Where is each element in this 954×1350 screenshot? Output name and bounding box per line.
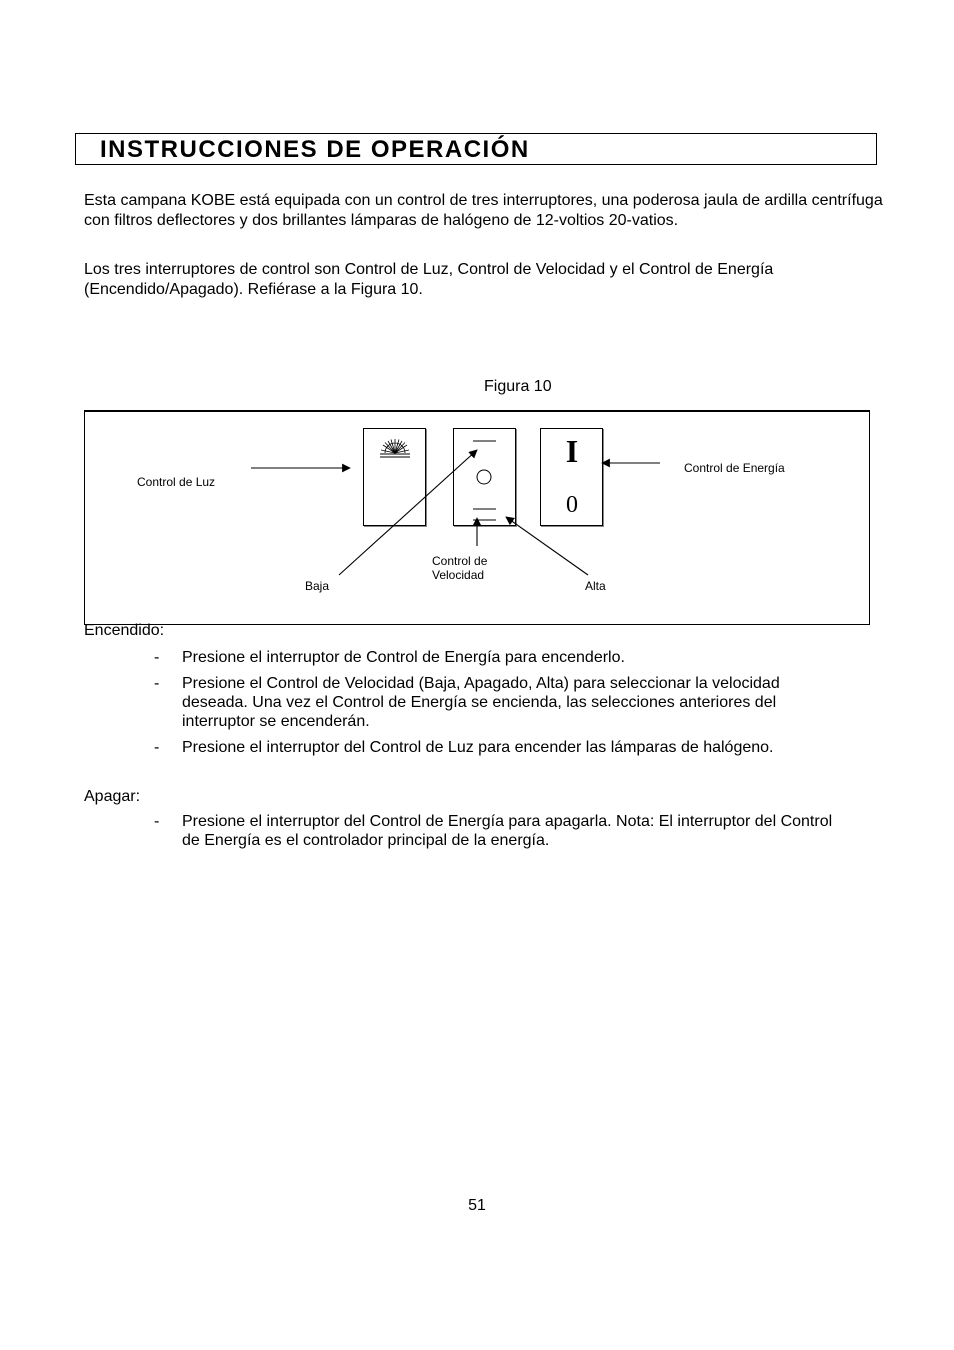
power-off-symbol: 0 — [566, 492, 578, 518]
on-section-heading: Encendido: — [84, 622, 165, 639]
high-label: Alta — [585, 579, 606, 593]
bullet-marker: - — [154, 813, 160, 830]
light-control-label: Control de Luz — [137, 475, 216, 489]
page-number: 51 — [468, 1197, 486, 1214]
list-item-text: Presione el interruptor del Control de Energía para apagarla. Nota: El interruptor del Control de Energía es el controlador principal de la energía. — [182, 813, 833, 849]
intro-paragraph: Esta campana KOBE está equipada con un control de tres interruptores, una poderosa jaula de ardilla centrífuga con filtros deflectores y dos brillantes lámparas de halógeno de 12-voltios 20-vatios. — [84, 192, 883, 229]
bullet-marker: - — [154, 649, 160, 666]
list-item — [154, 812, 844, 852]
list-item — [154, 738, 844, 758]
controls-paragraph: Los tres interruptores de control son Control de Luz, Control de Velocidad y el Control de Energía (Encendido/Apagado). Refiérase a la Figura 10. — [84, 261, 774, 298]
high-arrow — [506, 517, 588, 575]
list-item-text: Presione el Control de Velocidad (Baja, Apagado, Alta) para seleccionar la velocidad deseada. Una vez el Control de Energía se encienda, las selecciones anteriores del interruptor se encenderán. — [182, 675, 780, 730]
low-label: Baja — [305, 579, 330, 593]
page-title: INSTRUCCIONES DE OPERACIÓN — [100, 136, 530, 163]
figure-10 — [84, 410, 870, 625]
power-on-symbol: I — [565, 433, 579, 469]
list-item — [154, 674, 844, 734]
off-section-heading: Apagar: — [84, 788, 141, 805]
bullet-marker: - — [154, 739, 160, 756]
section-title-box — [75, 133, 877, 165]
list-item — [154, 648, 844, 668]
power-control-label: Control de Energía — [684, 461, 785, 475]
list-item-text: Presione el interruptor del Control de Luz para encender las lámparas de halógeno. — [182, 739, 774, 756]
figure-caption: Figura 10 — [484, 378, 552, 395]
bullet-marker: - — [154, 675, 160, 692]
speed-control-label-line1: Control de — [432, 554, 488, 568]
speed-control-label-line2: Velocidad — [432, 568, 485, 582]
figure-arrows — [85, 412, 869, 624]
list-item-text: Presione el interruptor de Control de Energía para encenderlo. — [182, 649, 625, 666]
